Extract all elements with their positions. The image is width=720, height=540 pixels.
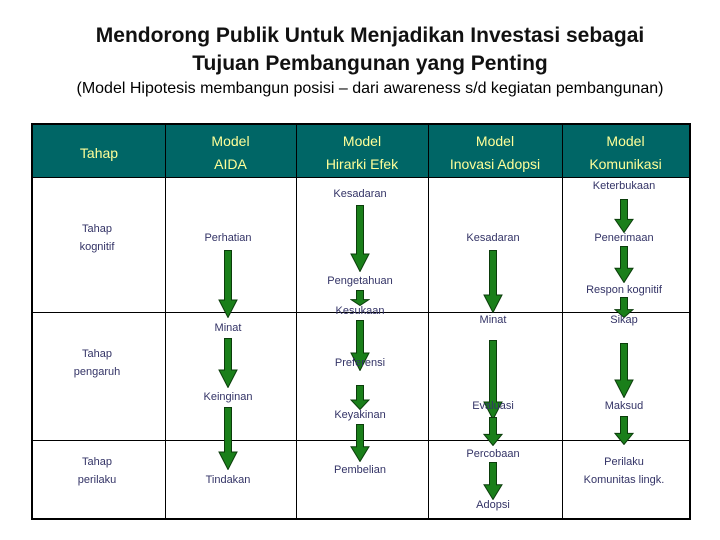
stage-label: kognitif (79, 241, 115, 253)
hirarki-step: Pengetahuan (327, 275, 393, 287)
header-komunikasi-l2: Komunikasi (589, 156, 662, 172)
stage-label: Tahap (82, 223, 112, 235)
down-arrow-icon (614, 416, 634, 445)
stage-label: Tahap (82, 348, 112, 360)
komunikasi-step: Maksud (604, 400, 644, 412)
inovasi-step: Minat (479, 314, 507, 326)
header-hirarki-l2: Hirarki Efek (325, 156, 399, 172)
divider (296, 125, 297, 518)
down-arrow-icon (483, 462, 503, 500)
down-arrow-icon (350, 205, 370, 272)
hirarki-step: Keyakinan (334, 409, 386, 421)
komunikasi-step: Perilaku (604, 456, 644, 468)
stage-kognitif (80, 220, 115, 256)
header-komunikasi (562, 130, 689, 176)
down-arrow-icon (614, 199, 634, 233)
title-line-1: Mendorong Publik Untuk Menjadikan Investasi sebagai (95, 24, 645, 47)
down-arrow-icon (218, 407, 238, 470)
komunikasi-step: Keterbukaan (592, 180, 656, 192)
inovasi-step: Percobaan (466, 448, 520, 460)
stage-label: pengaruh (73, 366, 121, 378)
down-arrow-icon (218, 338, 238, 388)
header-inovasi-l1: Model (475, 133, 515, 149)
aida-step: Minat (214, 322, 242, 334)
header-inovasi-l2: Inovasi Adopsi (449, 156, 541, 172)
hirarki-step: Preferensi (334, 357, 386, 369)
header-komunikasi-l1: Model (606, 133, 645, 149)
title-line-2: Tujuan Pembangunan yang Penting (192, 52, 548, 75)
hirarki-step: Pembelian (334, 464, 386, 476)
inovasi-step: Evaluasi (472, 400, 514, 412)
inovasi-step: Kesadaran (466, 232, 520, 244)
divider (33, 177, 689, 178)
stage-perilaku (78, 453, 117, 489)
header-inovasi (428, 130, 562, 176)
hirarki-step: Kesadaran (333, 188, 387, 200)
header-hirarki (296, 130, 428, 176)
stage-pengaruh (74, 345, 121, 381)
divider (428, 125, 429, 518)
down-arrow-icon (218, 250, 238, 318)
subtitle: (Model Hipotesis membangun posisi – dari awareness s/d kegiatan pembangunan) (76, 80, 664, 97)
down-arrow-icon (614, 343, 634, 398)
header-aida-l1: Model (211, 133, 250, 149)
header-aida-l2: AIDA (214, 156, 247, 172)
header-aida (165, 130, 296, 176)
komunikasi-step: Komunitas lingk. (583, 474, 665, 486)
aida-step: Tindakan (205, 474, 251, 486)
aida-step: Keinginan (203, 391, 253, 403)
komunikasi-step: Respon kognitif (586, 284, 662, 296)
header-tahap: Tahap (79, 145, 119, 161)
header-hirarki-l1: Model (342, 133, 382, 149)
table-header (33, 125, 689, 177)
down-arrow-icon (350, 424, 370, 462)
down-arrow-icon (483, 250, 503, 313)
stage-label: perilaku (77, 474, 117, 486)
hirarki-step: Kesukaan (335, 305, 385, 317)
komunikasi-step: Sikap (610, 314, 638, 326)
down-arrow-icon (483, 417, 503, 446)
aida-step: Perhatian (204, 232, 252, 244)
divider (165, 125, 166, 518)
stage-label: Tahap (82, 456, 112, 468)
inovasi-step: Adopsi (476, 499, 510, 511)
down-arrow-icon (614, 246, 634, 283)
komunikasi-step: Penerimaan (594, 232, 654, 244)
divider (562, 125, 563, 518)
